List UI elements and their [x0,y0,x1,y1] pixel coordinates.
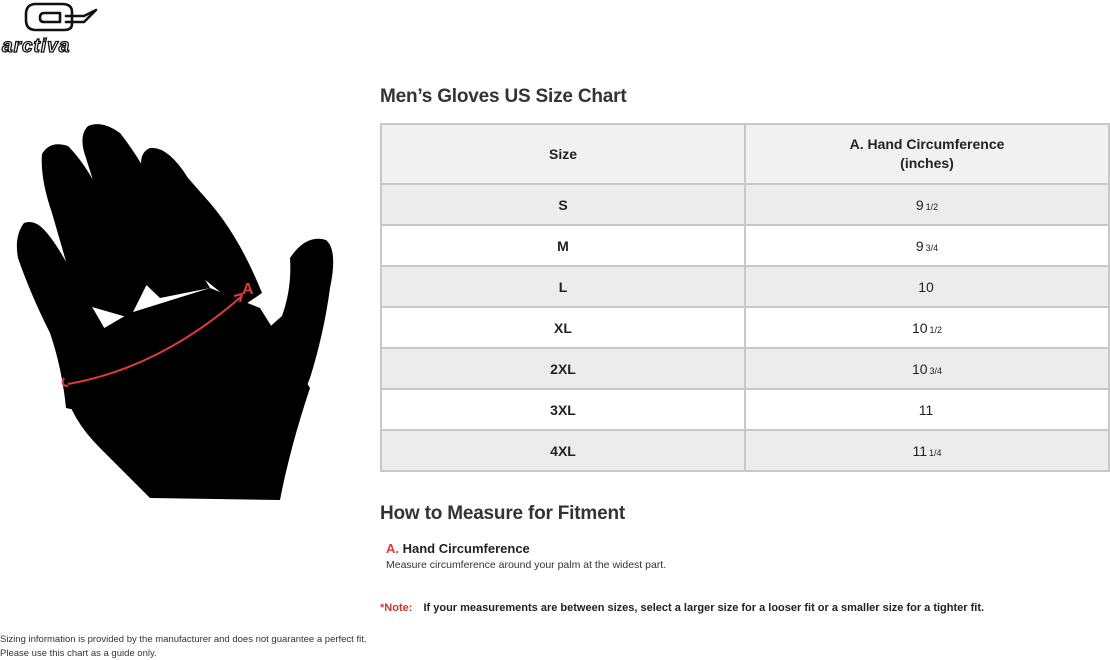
size-column-header: Size [381,124,745,184]
measure-item-letter: A. [386,541,399,556]
measure-whole: 9 [915,237,924,254]
measure-whole: 10 [911,360,928,377]
size-cell: S [381,184,745,225]
measure-cell [745,184,1109,225]
measure-item-label: Hand Circumference [402,541,530,556]
measure-fraction: 1/2 [929,324,943,335]
note-label-text: Note: [384,602,413,614]
measure-cell [745,225,1109,266]
measure-item-description: Measure circumference around your palm at the widest part. [386,559,667,571]
disclaimer-line-2: Please use this chart as a guide only. [0,648,157,659]
measure-cell [745,389,1109,430]
disclaimer-line-1: Sizing information is provided by the manufacturer and does not guarantee a perfect fit. [0,634,367,645]
measure-cell [745,430,1109,471]
size-cell: 3XL [381,389,745,430]
note-text: If your measurements are between sizes, select a larger size for a looser fit or a smaller size for a tighter fit. [423,602,985,614]
table-row [381,389,1109,430]
table-row [381,430,1109,471]
measure-whole: 10 [918,278,934,295]
measure-item-title [386,541,530,556]
measure-fraction: 1/4 [929,447,942,458]
size-cell: XL [381,307,745,348]
measure-fraction: 3/4 [925,242,939,253]
measure-whole: 11 [912,442,928,459]
measure-cell [745,307,1109,348]
measure-whole: 9 [915,196,924,213]
size-cell: 4XL [381,430,745,471]
table-row [381,348,1109,389]
measure-header-line2: (inches) [900,155,954,171]
measure-cell [745,348,1109,389]
how-to-measure-title: How to Measure for Fitment [380,503,625,524]
size-cell: L [381,266,745,307]
table-row [381,266,1109,307]
table-row [381,225,1109,266]
arctiva-logo [0,0,118,56]
hand-silhouette [17,124,333,500]
table-header-row [381,124,1109,184]
hand-measurement-diagram [10,118,340,500]
measure-column-header [745,124,1109,184]
size-chart-table [380,123,1110,472]
size-cell: M [381,225,745,266]
measure-header-line1: A. Hand Circumference [849,136,1005,152]
fit-note [380,602,984,614]
measure-fraction: 1/2 [925,201,939,212]
svg-text:arctiva: arctiva [2,36,71,56]
measure-fraction: 3/4 [929,365,943,376]
marker-label-a: A [242,281,254,298]
note-asterisk: * [380,602,385,614]
size-cell: 2XL [381,348,745,389]
size-chart-title: Men’s Gloves US Size Chart [380,86,627,107]
measure-whole: 10 [911,319,928,336]
table-row [381,307,1109,348]
measure-whole: 11 [918,401,934,418]
measure-cell [745,266,1109,307]
table-row [381,184,1109,225]
note-label [380,602,412,614]
